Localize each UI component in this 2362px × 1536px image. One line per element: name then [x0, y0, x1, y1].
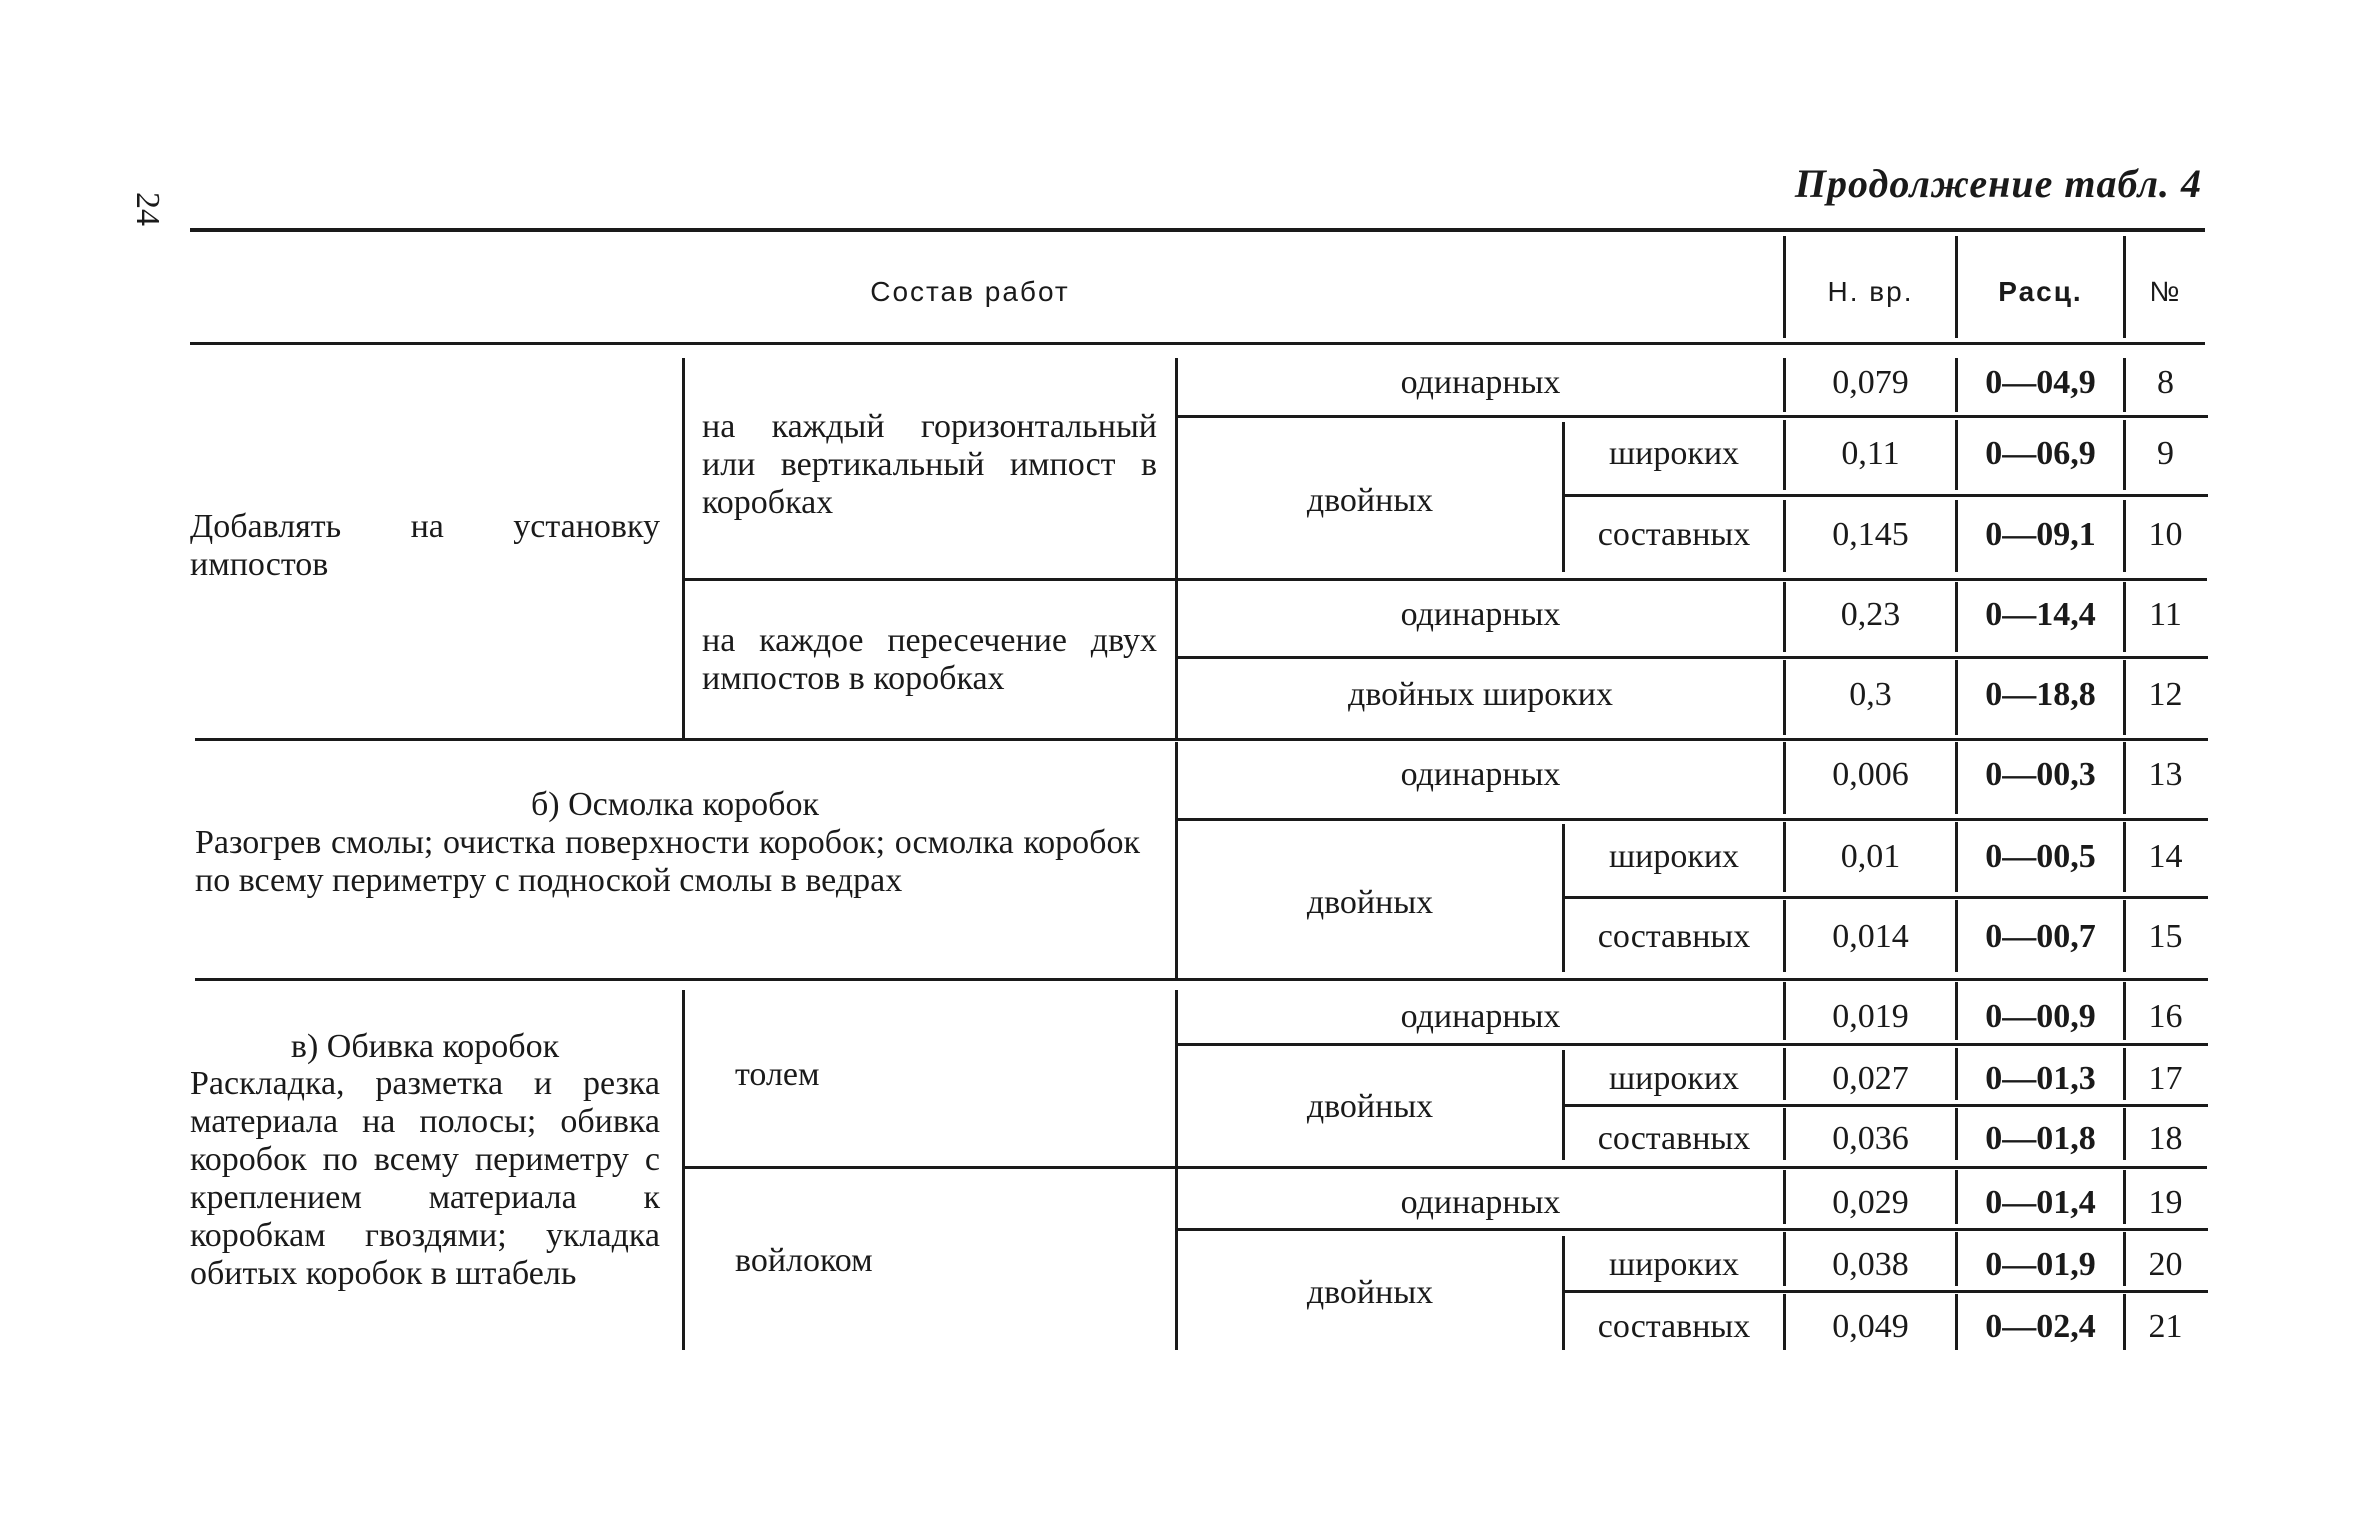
group-b-text: Разогрев смолы; очистка поверхности коробок; осмолка коробок по всему периметру с подноской смолы в ведрах: [195, 824, 1140, 899]
header-rate: Расц.: [1998, 276, 2083, 307]
variant-label: двойных: [1306, 884, 1434, 921]
norm-time-value: 0,079: [1832, 364, 1909, 401]
variant-label: двойных: [1306, 482, 1434, 519]
rate-value: 0—00,9: [1985, 998, 2096, 1035]
group-b-title: б) Осмолка коробок: [530, 786, 819, 823]
row-rule: [1565, 1290, 2208, 1293]
norm-time-value: 0,01: [1840, 838, 1901, 875]
subvariant-label: широких: [1608, 1060, 1740, 1097]
norm-time-value: 0,014: [1832, 918, 1909, 955]
row-number: 19: [2148, 1184, 2183, 1221]
page-number: 24: [129, 192, 166, 226]
rate-value: 0—00,3: [1985, 756, 2096, 793]
variant-label: двойных: [1306, 1088, 1434, 1125]
rate-value: 0—01,3: [1985, 1060, 2096, 1097]
row-number: 12: [2148, 676, 2183, 713]
norm-time-value: 0,029: [1832, 1184, 1909, 1221]
rate-value: 0—06,9: [1985, 435, 2096, 472]
group-c-title: в) Обивка коробок: [290, 1028, 560, 1065]
group-a-sub2: на каждое пересечение двух импостов в коробках: [702, 622, 1157, 697]
row-rule: [1178, 656, 2208, 659]
row-rule: [1565, 1104, 2208, 1107]
norm-time-value: 0,11: [1841, 435, 1900, 472]
row-rule: [682, 1166, 2207, 1169]
rate-value: 0—00,5: [1985, 838, 2096, 875]
norm-time-value: 0,23: [1840, 596, 1901, 633]
subvariant-label: составных: [1597, 516, 1751, 553]
variant-label: одинарных: [1400, 364, 1561, 401]
norm-time-value: 0,049: [1832, 1308, 1909, 1345]
group-a-sub1: на каждый горизонтальный или вертикальный импост в коробках: [702, 408, 1157, 521]
rate-value: 0—01,4: [1985, 1184, 2096, 1221]
row-number: 8: [2157, 364, 2174, 401]
continuation-caption: Продолжение табл. 4: [1794, 161, 2202, 206]
norm-time-value: 0,006: [1832, 756, 1909, 793]
group-c-text: Раскладка, разметка и резка материала на полосы; обивка коробок по всему периметру с креплением материала к коробкам гвоздями; укладка обитых коробок в штабель: [190, 1065, 660, 1292]
variant-label: одинарных: [1400, 756, 1561, 793]
group-rule: [195, 738, 2208, 741]
header-composition: Состав работ: [870, 276, 1070, 307]
group-c-sub1: толем: [735, 1056, 820, 1093]
row-number: 20: [2148, 1246, 2183, 1283]
row-number: 21: [2148, 1308, 2183, 1345]
subvariant-label: составных: [1597, 1120, 1751, 1157]
row-number: 9: [2157, 435, 2174, 472]
variant-label: одинарных: [1400, 998, 1561, 1035]
rate-value: 0—00,7: [1985, 918, 2096, 955]
variant-label: двойных: [1306, 1274, 1434, 1311]
group-rule: [195, 978, 2208, 981]
rate-value: 0—14,4: [1985, 596, 2096, 633]
subvariant-label: составных: [1597, 918, 1751, 955]
variant-label: одинарных: [1400, 1184, 1561, 1221]
row-rule: [1178, 1228, 2208, 1231]
rate-value: 0—09,1: [1985, 516, 2096, 553]
norm-time-value: 0,019: [1832, 998, 1909, 1035]
row-rule: [1565, 494, 2208, 497]
rate-value: 0—01,8: [1985, 1120, 2096, 1157]
group-a-title: Добавлять на установку импостов: [190, 508, 660, 583]
norm-time-value: 0,3: [1849, 676, 1892, 713]
norm-time-value: 0,027: [1832, 1060, 1909, 1097]
subvariant-label: широких: [1608, 838, 1740, 875]
header-number: №: [2149, 276, 2182, 307]
variant-label: двойных широких: [1348, 676, 1613, 713]
variant-label: одинарных: [1400, 596, 1561, 633]
norm-time-value: 0,145: [1832, 516, 1909, 553]
group-c-left-divider: [682, 990, 685, 1350]
row-number: 17: [2148, 1060, 2183, 1097]
row-rule: [1178, 1043, 2208, 1046]
norm-time-value: 0,038: [1832, 1246, 1909, 1283]
rate-value: 0—18,8: [1985, 676, 2096, 713]
group-c-sub2: войлоком: [735, 1242, 873, 1279]
group-a-left-divider: [682, 358, 685, 738]
rate-value: 0—02,4: [1985, 1308, 2096, 1345]
subvariant-label: широких: [1608, 1246, 1740, 1283]
row-rule: [1178, 818, 2208, 821]
rate-value: 0—04,9: [1985, 364, 2096, 401]
table-top-rule: [190, 228, 2205, 232]
row-number: 11: [2149, 596, 2182, 633]
header-norm-time: Н. вр.: [1827, 276, 1914, 307]
row-rule: [682, 578, 2207, 581]
subvariant-label: широких: [1608, 435, 1740, 472]
row-number: 10: [2148, 516, 2183, 553]
row-number: 18: [2148, 1120, 2183, 1157]
rate-value: 0—01,9: [1985, 1246, 2096, 1283]
header-bottom-rule: [190, 342, 2205, 345]
subvariant-label: составных: [1597, 1308, 1751, 1345]
row-number: 15: [2148, 918, 2183, 955]
row-rule: [1565, 896, 2208, 899]
row-number: 16: [2148, 998, 2183, 1035]
row-number: 13: [2148, 756, 2183, 793]
norm-time-value: 0,036: [1832, 1120, 1909, 1157]
row-rule: [1178, 415, 2208, 418]
row-number: 14: [2148, 838, 2183, 875]
